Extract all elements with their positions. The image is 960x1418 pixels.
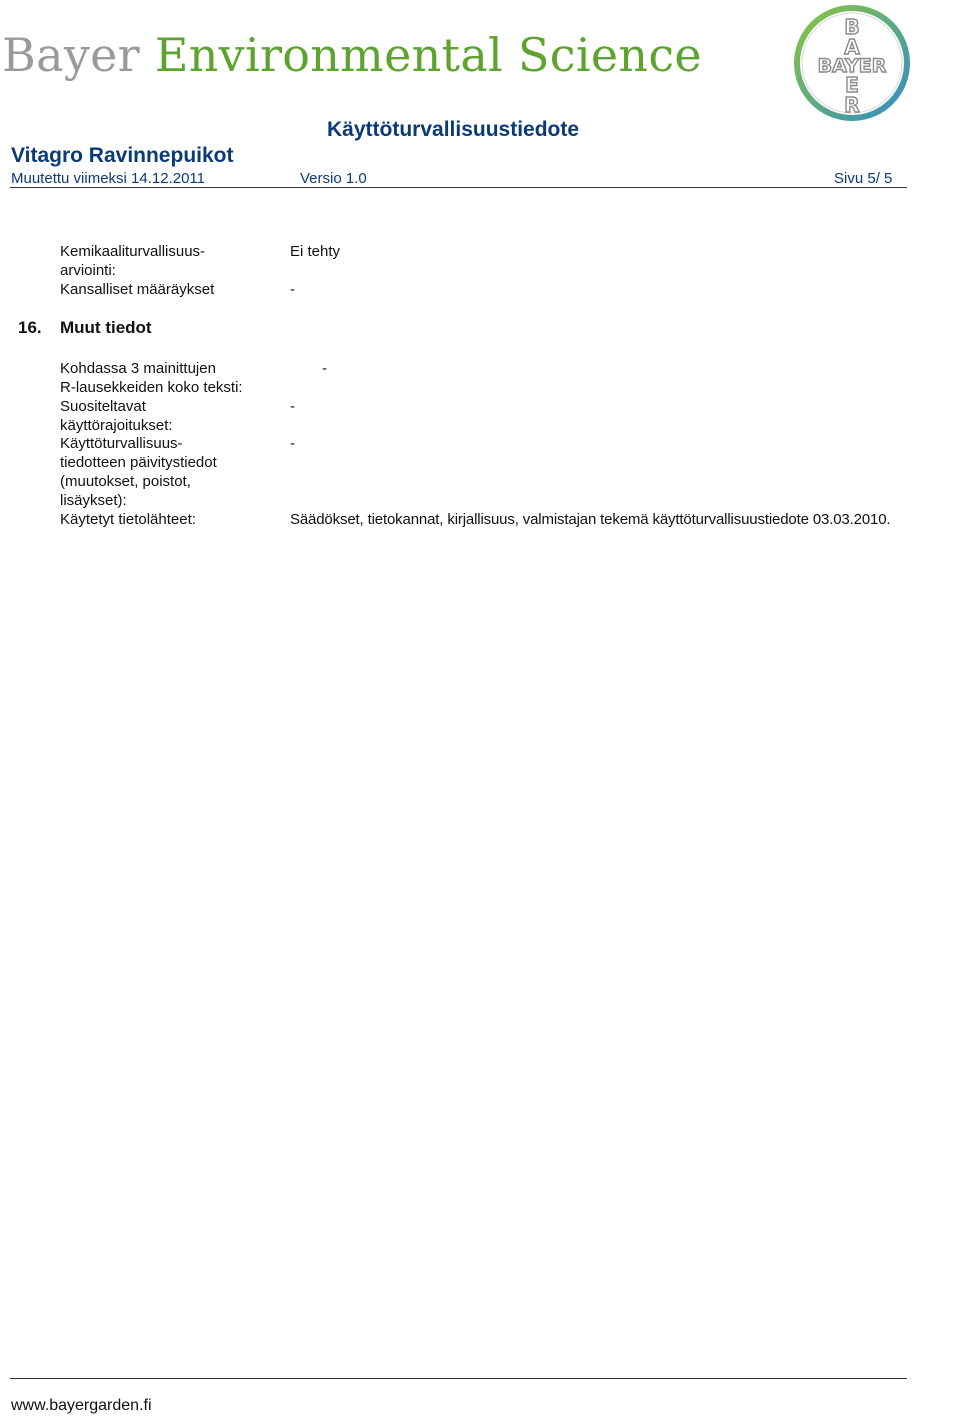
label-chemical-safety-assessment — [60, 242, 205, 280]
label-line: lisäykset): — [60, 492, 127, 509]
label-recommended-restrictions — [60, 397, 173, 435]
label-line: R-lausekkeiden koko teksti: — [60, 379, 243, 396]
value-r-phrases: - — [322, 360, 327, 377]
page-number: Sivu 5/ 5 — [834, 170, 893, 187]
value-chemical-safety-assessment: Ei tehty — [290, 243, 341, 260]
label-line: käyttörajoitukset: — [60, 417, 173, 434]
document-title: Käyttöturvallisuustiedote — [327, 118, 580, 141]
label-line: Suositeltavat — [60, 398, 146, 415]
section-16-number: 16. — [18, 318, 42, 337]
label-line: Kohdassa 3 mainittujen — [60, 360, 216, 377]
value-data-sources: Säädökset, tietokannat, kirjallisuus, valmistajan tekemä käyttöturvallisuustiedote 03.03.2010. — [290, 511, 891, 528]
label-line: Kemikaaliturvallisuus- — [60, 243, 206, 260]
footer-url-link[interactable]: www.bayergarden.fi — [11, 1397, 152, 1414]
header-divider — [10, 187, 907, 188]
logo-letter-r: R — [844, 93, 860, 117]
label-line: (muutokset, poistot, — [60, 473, 191, 490]
product-name: Vitagro Ravinnepuikot — [11, 144, 234, 167]
bayer-cross-logo — [793, 4, 911, 122]
brand-wordmark-env-science: Environmental Science — [154, 28, 702, 82]
label-revision-info — [60, 434, 217, 510]
label-line: arviointi: — [60, 262, 116, 279]
label-r-phrases — [60, 359, 243, 397]
label-line: Käyttöturvallisuus- — [60, 435, 183, 452]
value-national-regulations: - — [290, 281, 295, 298]
label-data-sources: Käytetyt tietolähteet: — [60, 511, 196, 528]
footer-divider — [10, 1378, 907, 1379]
logo-letter-a: A — [844, 35, 860, 59]
logo-letter-e: E — [845, 73, 859, 97]
modified-date: Muutettu viimeksi 14.12.2011 — [11, 170, 205, 187]
value-revision-info: - — [290, 435, 295, 452]
logo-letter-b: B — [844, 15, 860, 39]
brand-wordmark — [2, 28, 702, 82]
label-line: tiedotteen päivitystiedot — [60, 454, 217, 471]
version-label: Versio 1.0 — [300, 170, 367, 187]
brand-wordmark-bayer: Bayer — [2, 28, 155, 82]
label-national-regulations: Kansalliset määräykset — [60, 281, 215, 298]
value-recommended-restrictions: - — [290, 398, 295, 415]
section-16-title: Muut tiedot — [60, 318, 152, 337]
logo-word-bayer: BAYER — [817, 55, 887, 77]
